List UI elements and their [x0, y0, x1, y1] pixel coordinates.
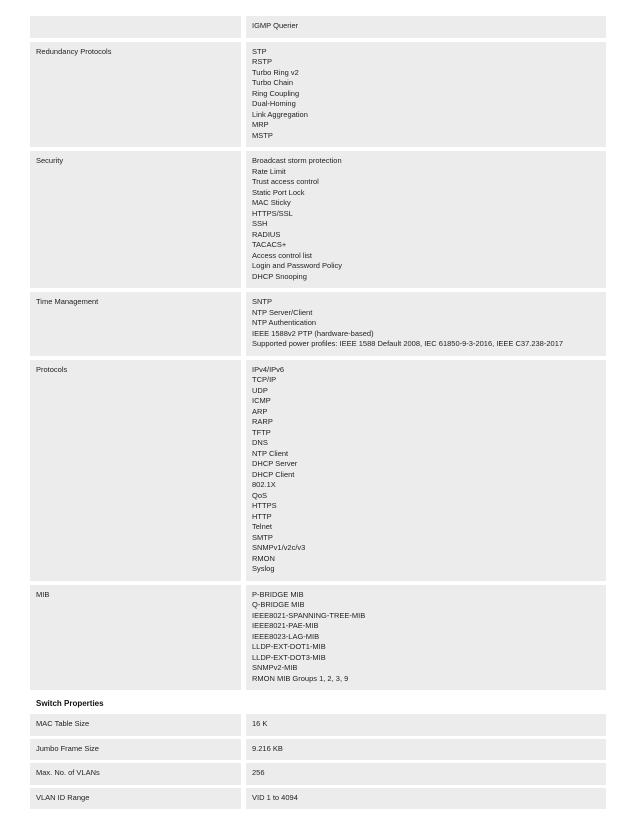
- value-line: 16 K: [252, 719, 268, 728]
- value-line: Turbo Chain: [252, 78, 293, 87]
- row-label-cell: MAC Table Size: [30, 714, 241, 736]
- value-line: QoS: [252, 490, 268, 500]
- value-line: Syslog: [252, 564, 275, 573]
- row-value-cell: [246, 151, 606, 288]
- value-line: SNMPv1/v2c/v3: [252, 543, 306, 552]
- table-row: [30, 151, 606, 288]
- row-label-cell: [30, 16, 241, 38]
- value-line: MAC Sticky: [252, 198, 291, 207]
- table-row: [30, 16, 606, 38]
- table-row: [30, 763, 606, 785]
- value-line: ICMP: [252, 396, 271, 405]
- table-row: [30, 788, 606, 810]
- row-value-cell: [246, 763, 606, 785]
- table-row: [30, 739, 606, 761]
- value-line: RARP: [252, 417, 273, 426]
- value-line: DHCP Snooping: [252, 271, 307, 281]
- table-row: [30, 714, 606, 736]
- row-label-cell: Time Management: [30, 292, 241, 356]
- value-line: Login and Password Policy: [252, 261, 343, 270]
- value-line: Access control list: [252, 250, 313, 260]
- value-line: Link Aggregation: [252, 109, 308, 119]
- value-line: IEEE8021-SPANNING-TREE-MIB: [252, 610, 366, 620]
- value-line: Static Port Lock: [252, 187, 305, 197]
- value-line: SMTP: [252, 532, 273, 542]
- value-line: TFTP: [252, 427, 271, 437]
- row-value-cell: [246, 788, 606, 810]
- value-line: DHCP Server: [252, 459, 298, 468]
- value-line: IPv4/IPv6: [252, 364, 285, 374]
- value-line: HTTP: [252, 511, 272, 521]
- row-value-cell: [246, 714, 606, 736]
- value-line: RMON MIB Groups 1, 2, 3, 9: [252, 673, 349, 683]
- table-row: [30, 585, 606, 691]
- value-line: Supported power profiles: IEEE 1588 Default 2008, IEC 61850-9-3-2016, IEEE C37.238-2017: [252, 339, 564, 348]
- row-label-cell: Security: [30, 151, 241, 288]
- value-line: SNTP: [252, 297, 273, 306]
- value-line: HTTPS: [252, 501, 277, 510]
- row-label-cell: Protocols: [30, 360, 241, 581]
- row-value-cell: [246, 360, 606, 581]
- value-line: ARP: [252, 406, 268, 416]
- row-value-cell: [246, 739, 606, 761]
- value-line: P-BRIDGE MIB: [252, 589, 304, 599]
- value-line: Dual-Homing: [252, 99, 296, 108]
- value-line: RMON: [252, 553, 275, 563]
- value-line: 9.216 KB: [252, 743, 283, 753]
- table-row: [30, 42, 606, 148]
- value-line: LLDP-EXT-DOT1-MIB: [252, 642, 326, 651]
- switch-properties-table: [30, 714, 606, 809]
- value-line: LLDP-EXT-DOT3-MIB: [252, 652, 326, 662]
- row-value-cell: [246, 16, 606, 38]
- value-line: IEEE8023-LAG-MIB: [252, 631, 320, 641]
- value-line: Telnet: [252, 522, 273, 531]
- value-line: UDP: [252, 385, 268, 395]
- value-line: IEEE 1588v2 PTP (hardware-based): [252, 328, 374, 338]
- value-line: TCP/IP: [252, 375, 277, 384]
- value-line: NTP Server/Client: [252, 307, 313, 317]
- value-line: HTTPS/SSL: [252, 208, 293, 218]
- value-line: NTP Authentication: [252, 318, 317, 327]
- row-value-cell: [246, 585, 606, 691]
- row-label-cell: Jumbo Frame Size: [30, 739, 241, 761]
- row-label-cell: Redundancy Protocols: [30, 42, 241, 148]
- value-line: IEEE8021-PAE-MIB: [252, 621, 319, 630]
- value-line: VID 1 to 4094: [252, 792, 298, 802]
- value-line: SSH: [252, 219, 268, 228]
- value-line: MSTP: [252, 130, 273, 140]
- row-label-cell: VLAN ID Range: [30, 788, 241, 810]
- row-label-cell: Max. No. of VLANs: [30, 763, 241, 785]
- value-line: DNS: [252, 438, 268, 447]
- value-line: 256: [252, 768, 265, 777]
- feature-spec-table: [30, 16, 606, 690]
- value-line: TACACS+: [252, 240, 287, 249]
- value-line: IGMP Querier: [252, 21, 299, 30]
- value-line: 802.1X: [252, 480, 276, 489]
- value-line: DHCP Client: [252, 469, 295, 479]
- value-line: NTP Client: [252, 448, 289, 458]
- row-value-cell: [246, 42, 606, 148]
- value-line: SNMPv2-MIB: [252, 663, 298, 672]
- value-line: Trust access control: [252, 177, 319, 186]
- value-line: RADIUS: [252, 229, 281, 239]
- value-line: MRP: [252, 120, 269, 129]
- row-label-cell: MIB: [30, 585, 241, 691]
- value-line: Q-BRIDGE MIB: [252, 600, 305, 609]
- value-line: RSTP: [252, 57, 273, 66]
- table-row: [30, 360, 606, 581]
- row-value-cell: [246, 292, 606, 356]
- value-line: Ring Coupling: [252, 88, 300, 98]
- value-line: Rate Limit: [252, 166, 286, 176]
- value-line: STP: [252, 46, 267, 56]
- section-heading-switch-properties: Switch Properties: [36, 699, 104, 708]
- value-line: Turbo Ring v2: [252, 67, 299, 77]
- value-line: Broadcast storm protection: [252, 156, 342, 165]
- table-row: [30, 292, 606, 356]
